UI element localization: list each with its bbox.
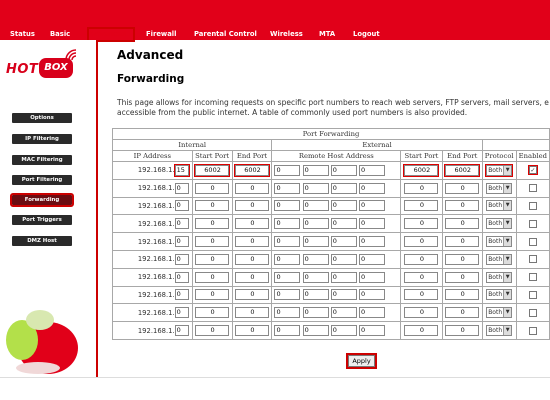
remote-host-octet-3-input[interactable]: 0 [331, 183, 357, 194]
ext-start-port-input[interactable]: 0 [404, 200, 438, 211]
remote-host-octet-2-input[interactable]: 0 [303, 200, 329, 211]
table-row [113, 322, 550, 340]
start-port-input[interactable]: 0 [195, 183, 229, 194]
dropdown-arrow-icon: ▼ [503, 273, 511, 282]
start-port-input[interactable]: 6002 [195, 165, 229, 176]
ip-prefix: 192.168.1. [137, 308, 175, 317]
enabled-checkbox[interactable] [529, 184, 537, 192]
protocol-value: Both [488, 291, 503, 299]
table-row [113, 179, 550, 197]
remote-host-octet-4-input[interactable]: 0 [359, 307, 385, 318]
dropdown-arrow-icon: ▼ [503, 219, 511, 228]
description-line-1: This page allows for incoming requests on specific port numbers to reach web servers, FTP servers, mail servers, e [117, 98, 549, 107]
protocol-select[interactable] [486, 200, 512, 211]
ip-last-octet-input[interactable]: 0 [175, 272, 189, 283]
end-port-input[interactable]: 0 [235, 236, 269, 247]
dropdown-arrow-icon: ▼ [503, 237, 511, 246]
ip-last-octet-input[interactable]: 0 [175, 307, 189, 318]
protocol-value: Both [488, 220, 503, 228]
remote-host-octet-3-input[interactable]: 0 [331, 236, 357, 247]
ip-last-octet-input[interactable]: 0 [175, 200, 189, 211]
sidebar-divider [96, 40, 98, 378]
protocol-select[interactable] [486, 236, 512, 247]
dropdown-arrow-icon: ▼ [503, 326, 511, 335]
ip-last-octet-input[interactable]: 0 [175, 183, 189, 194]
protocol-select[interactable] [486, 183, 512, 194]
ip-prefix: 192.168.1. [137, 201, 175, 210]
remote-host-octet-4-input[interactable]: 0 [359, 183, 385, 194]
wifi-wave-icon [64, 48, 78, 62]
protocol-value: Both [488, 166, 503, 174]
protocol-value: Both [488, 184, 503, 192]
remote-host-octet-3-input[interactable]: 0 [331, 307, 357, 318]
ip-last-octet-input[interactable]: 0 [175, 218, 189, 229]
col-ip-address: IP Address [113, 151, 193, 162]
remote-host-octet-1-input[interactable]: 0 [274, 236, 300, 247]
nav-basic[interactable]: Basic [50, 30, 71, 38]
remote-host-octet-3-input[interactable]: 0 [331, 289, 357, 300]
protocol-select[interactable] [486, 254, 512, 265]
ip-last-octet-input[interactable]: 0 [175, 289, 189, 300]
protocol-select[interactable] [486, 218, 512, 229]
col-ext-end-port: End Port [442, 151, 482, 162]
table-row [113, 268, 550, 286]
start-port-input[interactable]: 0 [195, 200, 229, 211]
remote-host-octet-3-input[interactable]: 0 [331, 218, 357, 229]
col-enabled: Enabled [516, 151, 549, 162]
end-port-input[interactable]: 6002 [235, 165, 269, 176]
remote-host-octet-4-input[interactable]: 0 [359, 165, 385, 176]
protocol-select[interactable] [486, 165, 512, 176]
protocol-select[interactable] [486, 272, 512, 283]
group-internal: Internal [113, 140, 272, 151]
ip-prefix: 192.168.1. [137, 326, 175, 335]
remote-host-octet-1-input[interactable]: 0 [274, 218, 300, 229]
end-port-input[interactable]: 0 [235, 254, 269, 265]
protocol-select[interactable] [486, 325, 512, 336]
table-row [113, 304, 550, 322]
remote-host-octet-4-input[interactable]: 0 [359, 200, 385, 211]
ip-prefix: 192.168.1. [137, 166, 175, 175]
end-port-input[interactable]: 0 [235, 183, 269, 194]
remote-host-octet-3-input[interactable]: 0 [331, 254, 357, 265]
ip-prefix: 192.168.1. [137, 237, 175, 246]
col-ext-start-port: Start Port [401, 151, 443, 162]
remote-host-octet-1-input[interactable]: 0 [274, 183, 300, 194]
top-nav [0, 29, 550, 40]
enabled-checkbox[interactable] [529, 309, 537, 317]
sidebar-item-port-filtering[interactable]: Port Filtering [12, 175, 72, 185]
table-row [113, 286, 550, 304]
start-port-input[interactable]: 0 [195, 272, 229, 283]
sidebar-item-port-triggers[interactable]: Port Triggers [12, 215, 72, 225]
ip-prefix: 192.168.1. [137, 184, 175, 193]
ext-start-port-input[interactable]: 0 [404, 289, 438, 300]
remote-host-octet-2-input[interactable]: 0 [303, 272, 329, 283]
ext-end-port-input[interactable]: 0 [445, 272, 479, 283]
remote-host-octet-4-input[interactable]: 0 [359, 289, 385, 300]
enabled-checkbox[interactable]: ✓ [530, 167, 536, 175]
end-port-input[interactable]: 0 [235, 218, 269, 229]
ext-end-port-input[interactable]: 0 [445, 325, 479, 336]
end-port-input[interactable]: 0 [235, 325, 269, 336]
ip-last-octet-input[interactable]: 0 [175, 254, 189, 265]
end-port-input[interactable]: 0 [235, 272, 269, 283]
logo-text-hot: HOT [6, 62, 39, 77]
port-forwarding-table-wrapper [112, 128, 550, 353]
col-start-port: Start Port [192, 151, 232, 162]
enabled-checkbox[interactable] [529, 255, 537, 263]
footer-divider [0, 377, 550, 378]
start-port-input[interactable]: 0 [195, 307, 229, 318]
nav-firewall[interactable]: Firewall [146, 30, 177, 38]
ext-start-port-input[interactable]: 0 [404, 254, 438, 265]
col-end-port: End Port [232, 151, 272, 162]
sidebar-item-options[interactable]: Options [12, 113, 72, 123]
enabled-checkbox[interactable] [529, 291, 537, 299]
enabled-checkbox[interactable] [529, 238, 537, 246]
remote-host-octet-2-input[interactable]: 0 [303, 236, 329, 247]
nav-advanced[interactable]: Advanced [89, 29, 133, 40]
apply-button[interactable]: Apply [348, 355, 375, 367]
enabled-checkbox[interactable] [529, 220, 537, 228]
dropdown-arrow-icon: ▼ [503, 184, 511, 193]
port-forwarding-table [112, 128, 550, 340]
nav-logout[interactable]: Logout [353, 30, 380, 38]
table-row [113, 215, 550, 233]
protocol-select[interactable] [486, 307, 512, 318]
table-row [113, 197, 550, 215]
remote-host-octet-3-input[interactable]: 0 [331, 200, 357, 211]
ext-end-port-input[interactable]: 0 [445, 289, 479, 300]
dropdown-arrow-icon: ▼ [503, 290, 511, 299]
remote-host-octet-1-input[interactable]: 0 [274, 307, 300, 318]
ip-prefix: 192.168.1. [137, 255, 175, 264]
decorative-apple-illustration [0, 280, 96, 376]
ext-end-port-input[interactable]: 6002 [445, 165, 479, 176]
table-row [113, 162, 550, 180]
nav-wireless[interactable]: Wireless [270, 30, 303, 38]
remote-host-octet-2-input[interactable]: 0 [303, 254, 329, 265]
nav-status[interactable]: Status [10, 30, 35, 38]
col-remote-host: Remote Host Address [272, 151, 401, 162]
remote-host-octet-1-input[interactable]: 0 [274, 254, 300, 265]
remote-host-octet-1-input[interactable]: 0 [274, 200, 300, 211]
ext-end-port-input[interactable]: 0 [445, 183, 479, 194]
ip-last-octet-input[interactable]: 0 [175, 325, 189, 336]
start-port-input[interactable]: 0 [195, 325, 229, 336]
ext-start-port-input[interactable]: 6002 [404, 165, 438, 176]
remote-host-octet-1-input[interactable]: 0 [274, 272, 300, 283]
page-subtitle: Forwarding [117, 73, 185, 85]
ext-start-port-input[interactable]: 0 [404, 218, 438, 229]
dropdown-arrow-icon: ▼ [503, 166, 511, 175]
remote-host-octet-2-input[interactable]: 0 [303, 165, 329, 176]
dropdown-arrow-icon: ▼ [503, 308, 511, 317]
protocol-value: Both [488, 202, 503, 210]
nav-mta[interactable]: MTA [319, 30, 336, 38]
hotbox-logo [6, 52, 78, 82]
remote-host-octet-2-input[interactable]: 0 [303, 325, 329, 336]
table-row [113, 250, 550, 268]
sidebar-item-dmz-host[interactable]: DMZ Host [12, 236, 72, 246]
remote-host-octet-3-input[interactable]: 0 [331, 272, 357, 283]
end-port-input[interactable]: 0 [235, 307, 269, 318]
ext-end-port-input[interactable]: 0 [445, 218, 479, 229]
start-port-input[interactable]: 0 [195, 218, 229, 229]
ext-start-port-input[interactable]: 0 [404, 272, 438, 283]
remote-host-octet-4-input[interactable]: 0 [359, 272, 385, 283]
remote-host-octet-4-input[interactable]: 0 [359, 236, 385, 247]
enabled-checkbox[interactable] [529, 273, 537, 281]
ext-end-port-input[interactable]: 0 [445, 236, 479, 247]
ip-prefix: 192.168.1. [137, 219, 175, 228]
col-protocol: Protocol [482, 151, 516, 162]
end-port-input[interactable]: 0 [235, 200, 269, 211]
ip-prefix: 192.168.1. [137, 290, 175, 299]
protocol-select[interactable] [486, 289, 512, 300]
table-caption: Port Forwarding [113, 129, 550, 140]
ext-start-port-input[interactable]: 0 [404, 307, 438, 318]
start-port-input[interactable]: 0 [195, 289, 229, 300]
ext-start-port-input[interactable]: 0 [404, 183, 438, 194]
start-port-input[interactable]: 0 [195, 254, 229, 265]
remote-host-octet-1-input[interactable]: 0 [274, 165, 300, 176]
remote-host-octet-3-input[interactable]: 0 [331, 165, 357, 176]
remote-host-octet-1-input[interactable]: 0 [274, 325, 300, 336]
protocol-value: Both [488, 327, 503, 335]
protocol-value: Both [488, 238, 503, 246]
table-row [113, 233, 550, 251]
sidebar-item-ip-filtering[interactable]: IP Filtering [12, 134, 72, 144]
ext-start-port-input[interactable]: 0 [404, 325, 438, 336]
ext-end-port-input[interactable]: 0 [445, 200, 479, 211]
nav-parental-control[interactable]: Parental Control [194, 30, 257, 38]
protocol-value: Both [488, 309, 503, 317]
remote-host-octet-2-input[interactable]: 0 [303, 289, 329, 300]
ext-end-port-input[interactable]: 0 [445, 307, 479, 318]
table-body [113, 162, 550, 340]
logo-text-box: BOX [39, 58, 73, 78]
page-title: Advanced [117, 48, 184, 62]
remote-host-octet-3-input[interactable]: 0 [331, 325, 357, 336]
end-port-input[interactable]: 0 [235, 289, 269, 300]
ip-last-octet-input[interactable]: 0 [175, 236, 189, 247]
start-port-input[interactable]: 0 [195, 236, 229, 247]
ip-prefix: 192.168.1. [137, 273, 175, 282]
ip-last-octet-input[interactable]: 15 [175, 165, 189, 176]
protocol-value: Both [488, 273, 503, 281]
description-line-2: accessible from the public internet. A table of commonly used port numbers is also provided. [117, 108, 468, 117]
ext-start-port-input[interactable]: 0 [404, 236, 438, 247]
sidebar-item-forwarding[interactable]: Forwarding [12, 195, 72, 205]
remote-host-octet-2-input[interactable]: 0 [303, 183, 329, 194]
dropdown-arrow-icon: ▼ [503, 255, 511, 264]
sidebar-item-mac-filtering[interactable]: MAC Filtering [12, 155, 72, 165]
protocol-value: Both [488, 255, 503, 263]
remote-host-octet-4-input[interactable]: 0 [359, 325, 385, 336]
remote-host-octet-1-input[interactable]: 0 [274, 289, 300, 300]
enabled-checkbox[interactable] [529, 327, 537, 335]
page-description [117, 98, 550, 118]
remote-host-octet-2-input[interactable]: 0 [303, 307, 329, 318]
dropdown-arrow-icon: ▼ [503, 201, 511, 210]
remote-host-octet-2-input[interactable]: 0 [303, 218, 329, 229]
group-external: External [272, 140, 482, 151]
enabled-checkbox[interactable] [529, 202, 537, 210]
ext-end-port-input[interactable]: 0 [445, 254, 479, 265]
remote-host-octet-4-input[interactable]: 0 [359, 218, 385, 229]
remote-host-octet-4-input[interactable]: 0 [359, 254, 385, 265]
